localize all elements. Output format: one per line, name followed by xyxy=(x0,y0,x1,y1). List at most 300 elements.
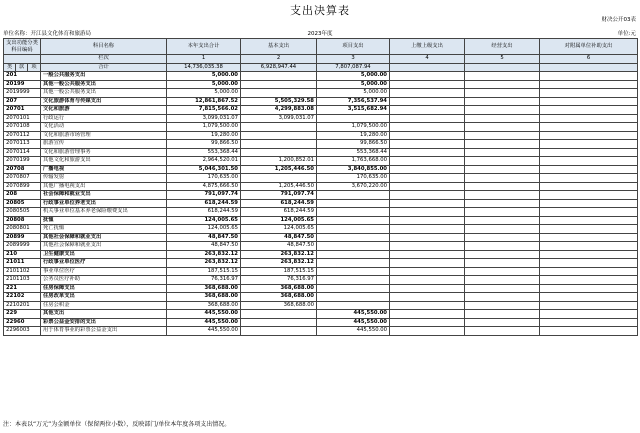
expenditure-table xyxy=(3,38,638,336)
table-row xyxy=(4,259,638,268)
subject-name-cell: 文化和旅游管理事务 xyxy=(41,148,167,157)
project-cell: 5,000.00 xyxy=(317,72,390,81)
business-cell xyxy=(465,284,540,293)
subsidy-cell xyxy=(540,182,638,191)
subject-name-cell: 文化和旅游 xyxy=(41,106,167,115)
upper-cell xyxy=(390,293,465,302)
basic-cell xyxy=(241,318,317,327)
report-title: 支出决算表 xyxy=(290,4,350,17)
sum-subsidy xyxy=(540,63,638,72)
total-cell: 19,280.00 xyxy=(167,131,241,140)
subsidy-cell xyxy=(540,259,638,268)
total-cell: 4,875,666.50 xyxy=(167,182,241,191)
basic-cell: 76,316.97 xyxy=(241,276,317,285)
subject-name-cell: 文化和旅游市场管理 xyxy=(41,131,167,140)
project-cell xyxy=(317,233,390,242)
subsidy-cell xyxy=(540,293,638,302)
upper-cell xyxy=(390,123,465,132)
table-row xyxy=(4,233,638,242)
code-cell: 2296003 xyxy=(4,327,41,336)
business-cell xyxy=(465,267,540,276)
subsidy-cell xyxy=(540,80,638,89)
business-cell xyxy=(465,140,540,149)
project-cell: 19,280.00 xyxy=(317,131,390,140)
table-note: 注：本表以“万元”为金额单位（保留两位小数），反映部门/单位本年度各项支出情况。 xyxy=(3,421,231,428)
business-cell xyxy=(465,131,540,140)
subject-name-cell: 事业单位医疗 xyxy=(41,267,167,276)
total-cell: 618,244.59 xyxy=(167,208,241,217)
subsidy-cell xyxy=(540,276,638,285)
subject-name-cell: 死亡抚恤 xyxy=(41,225,167,234)
subsidy-cell xyxy=(540,97,638,106)
code-cell: 2210201 xyxy=(4,301,41,310)
business-cell xyxy=(465,233,540,242)
project-cell: 1,079,500.00 xyxy=(317,123,390,132)
basic-cell: 4,299,883.08 xyxy=(241,106,317,115)
upper-cell xyxy=(390,199,465,208)
xiang-header: 项 xyxy=(28,63,41,72)
table-row xyxy=(4,174,638,183)
basic-cell xyxy=(241,89,317,98)
upper-cell xyxy=(390,225,465,234)
sum-business xyxy=(465,63,540,72)
project-cell: 5,000.00 xyxy=(317,89,390,98)
table-row xyxy=(4,293,638,302)
unit-name: 单位名称：开江县文化体育和旅游局 xyxy=(3,31,92,37)
subject-name-cell: 其他社会保障和就业支出 xyxy=(41,233,167,242)
code-group-header: 支出功能分类科目编码 xyxy=(4,39,41,55)
project-cell: 553,368.44 xyxy=(317,148,390,157)
upper-header: 上缴上级支出 xyxy=(390,39,465,55)
basic-cell: 368,688.00 xyxy=(241,301,317,310)
basic-cell: 368,688.00 xyxy=(241,293,317,302)
project-cell: 1,763,668.00 xyxy=(317,157,390,166)
upper-cell xyxy=(390,191,465,200)
subsidy-cell xyxy=(540,310,638,319)
code-cell: 201 xyxy=(4,72,41,81)
subsidy-cell xyxy=(540,208,638,217)
table-row xyxy=(4,140,638,149)
subsidy-cell xyxy=(540,191,638,200)
total-cell: 368,688.00 xyxy=(167,293,241,302)
subject-name-cell: 旅游宣传 xyxy=(41,140,167,149)
subsidy-cell xyxy=(540,250,638,259)
upper-cell xyxy=(390,157,465,166)
subsidy-cell xyxy=(540,148,638,157)
subsidy-cell xyxy=(540,301,638,310)
business-cell xyxy=(465,174,540,183)
subject-name-cell: 公务员医疗补助 xyxy=(41,276,167,285)
upper-cell xyxy=(390,165,465,174)
business-cell xyxy=(465,72,540,81)
total-cell: 445,550.00 xyxy=(167,327,241,336)
total-cell: 7,815,566.02 xyxy=(167,106,241,115)
seq-label: 栏次 xyxy=(41,55,167,64)
project-cell: 170,635.00 xyxy=(317,174,390,183)
code-cell: 2070114 xyxy=(4,148,41,157)
total-cell: 368,688.00 xyxy=(167,284,241,293)
subsidy-cell xyxy=(540,225,638,234)
upper-cell xyxy=(390,250,465,259)
code-cell: 221 xyxy=(4,284,41,293)
upper-cell xyxy=(390,80,465,89)
project-cell xyxy=(317,250,390,259)
subject-name-cell: 住房保障支出 xyxy=(41,284,167,293)
subject-name-cell: 其他广播电视支出 xyxy=(41,182,167,191)
subject-name-cell: 文化活动 xyxy=(41,123,167,132)
business-cell xyxy=(465,182,540,191)
basic-cell: 3,099,031.07 xyxy=(241,114,317,123)
table-row xyxy=(4,318,638,327)
table-row xyxy=(4,182,638,191)
code-cell: 2070112 xyxy=(4,131,41,140)
code-cell: 2070807 xyxy=(4,174,41,183)
project-cell: 99,866.50 xyxy=(317,140,390,149)
project-cell: 7,356,537.94 xyxy=(317,97,390,106)
code-cell: 20708 xyxy=(4,165,41,174)
basic-cell: 5,505,329.58 xyxy=(241,97,317,106)
business-cell xyxy=(465,242,540,251)
total-cell: 618,244.59 xyxy=(167,199,241,208)
table-row xyxy=(4,216,638,225)
basic-cell: 263,832.12 xyxy=(241,250,317,259)
subject-name-cell: 一般公共服务支出 xyxy=(41,72,167,81)
lei-header: 类 xyxy=(4,63,16,72)
subsidy-cell xyxy=(540,114,638,123)
table-header-row xyxy=(4,39,638,55)
code-cell: 2080801 xyxy=(4,225,41,234)
basic-cell xyxy=(241,131,317,140)
subsidy-cell xyxy=(540,140,638,149)
money-unit: 单位:元 xyxy=(617,31,636,37)
seq-3: 3 xyxy=(317,55,390,64)
upper-cell xyxy=(390,140,465,149)
upper-cell xyxy=(390,301,465,310)
code-cell: 20199 xyxy=(4,80,41,89)
subject-name-cell: 行政事业单位医疗 xyxy=(41,259,167,268)
table-row xyxy=(4,225,638,234)
business-cell xyxy=(465,276,540,285)
business-cell xyxy=(465,114,540,123)
business-cell xyxy=(465,123,540,132)
project-cell xyxy=(317,216,390,225)
seq-4: 4 xyxy=(390,55,465,64)
form-number: 财决公开03表 xyxy=(601,17,636,23)
total-cell: 445,550.00 xyxy=(167,310,241,319)
subsidy-cell xyxy=(540,267,638,276)
total-cell: 5,046,301.50 xyxy=(167,165,241,174)
business-cell xyxy=(465,157,540,166)
table-row xyxy=(4,148,638,157)
business-cell xyxy=(465,293,540,302)
total-cell: 5,000.00 xyxy=(167,72,241,81)
project-cell xyxy=(317,208,390,217)
code-cell: 208 xyxy=(4,191,41,200)
total-cell: 48,847.50 xyxy=(167,233,241,242)
seq-2: 2 xyxy=(241,55,317,64)
subsidy-cell xyxy=(540,216,638,225)
basic-cell xyxy=(241,310,317,319)
business-cell xyxy=(465,318,540,327)
table-row xyxy=(4,89,638,98)
upper-cell xyxy=(390,106,465,115)
sum-total: 14,736,035.38 xyxy=(167,63,241,72)
subject-name-cell: 其他社会保障和就业支出 xyxy=(41,242,167,251)
basic-cell xyxy=(241,148,317,157)
upper-cell xyxy=(390,148,465,157)
business-cell xyxy=(465,259,540,268)
project-cell xyxy=(317,114,390,123)
code-cell: 2080505 xyxy=(4,208,41,217)
sum-upper xyxy=(390,63,465,72)
table-row xyxy=(4,114,638,123)
project-cell: 3,840,855.00 xyxy=(317,165,390,174)
basic-cell xyxy=(241,174,317,183)
business-cell xyxy=(465,208,540,217)
table-row xyxy=(4,301,638,310)
total-cell: 99,866.50 xyxy=(167,140,241,149)
subsidy-cell xyxy=(540,327,638,336)
seq-5: 5 xyxy=(465,55,540,64)
business-cell xyxy=(465,165,540,174)
project-cell: 445,550.00 xyxy=(317,327,390,336)
upper-cell xyxy=(390,318,465,327)
subject-name-cell: 住房公积金 xyxy=(41,301,167,310)
basic-cell: 124,005.65 xyxy=(241,216,317,225)
project-cell: 445,550.00 xyxy=(317,318,390,327)
upper-cell xyxy=(390,242,465,251)
sum-project: 7,807,087.94 xyxy=(317,63,390,72)
total-cell: 5,000.00 xyxy=(167,80,241,89)
subsidy-cell xyxy=(540,123,638,132)
upper-cell xyxy=(390,208,465,217)
basic-cell: 124,005.65 xyxy=(241,225,317,234)
total-cell: 76,316.97 xyxy=(167,276,241,285)
total-cell: 553,368.44 xyxy=(167,148,241,157)
code-cell: 20808 xyxy=(4,216,41,225)
code-cell: 2019999 xyxy=(4,89,41,98)
sum-label: 合计 xyxy=(41,63,167,72)
subject-name-cell: 行政运行 xyxy=(41,114,167,123)
basic-cell xyxy=(241,123,317,132)
upper-cell xyxy=(390,97,465,106)
table-row xyxy=(4,131,638,140)
business-cell xyxy=(465,148,540,157)
total-cell: 368,688.00 xyxy=(167,301,241,310)
business-cell xyxy=(465,80,540,89)
table-row xyxy=(4,242,638,251)
subsidy-cell xyxy=(540,174,638,183)
total-cell: 48,847.50 xyxy=(167,242,241,251)
upper-cell xyxy=(390,131,465,140)
business-cell xyxy=(465,301,540,310)
code-cell: 2070199 xyxy=(4,157,41,166)
basic-cell: 48,847.50 xyxy=(241,233,317,242)
subsidy-cell xyxy=(540,165,638,174)
table-row xyxy=(4,80,638,89)
total-cell: 263,832.12 xyxy=(167,250,241,259)
subject-name-header: 科目名称 xyxy=(41,39,167,55)
basic-cell: 618,244.59 xyxy=(241,208,317,217)
seq-code-cell xyxy=(4,55,41,64)
business-header: 经营支出 xyxy=(465,39,540,55)
code-cell: 2070101 xyxy=(4,114,41,123)
upper-cell xyxy=(390,327,465,336)
project-cell xyxy=(317,242,390,251)
basic-cell xyxy=(241,80,317,89)
upper-cell xyxy=(390,310,465,319)
table-row xyxy=(4,123,638,132)
business-cell xyxy=(465,191,540,200)
subject-name-cell: 社会保障和就业支出 xyxy=(41,191,167,200)
business-cell xyxy=(465,97,540,106)
basic-cell: 1,205,446.50 xyxy=(241,182,317,191)
subject-name-cell: 其他支出 xyxy=(41,310,167,319)
summary-row xyxy=(4,63,638,72)
sum-basic: 6,928,947.44 xyxy=(241,63,317,72)
project-cell xyxy=(317,284,390,293)
upper-cell xyxy=(390,182,465,191)
basic-cell: 48,847.50 xyxy=(241,242,317,251)
code-cell: 22102 xyxy=(4,293,41,302)
table-row xyxy=(4,250,638,259)
total-cell: 124,005.65 xyxy=(167,225,241,234)
subject-name-cell: 其他文化和旅游支出 xyxy=(41,157,167,166)
table-row xyxy=(4,327,638,336)
total-cell: 2,964,520.01 xyxy=(167,157,241,166)
code-cell: 210 xyxy=(4,250,41,259)
upper-cell xyxy=(390,114,465,123)
code-cell: 2101103 xyxy=(4,276,41,285)
business-cell xyxy=(465,199,540,208)
upper-cell xyxy=(390,284,465,293)
code-cell: 229 xyxy=(4,310,41,319)
basic-cell: 368,688.00 xyxy=(241,284,317,293)
subsidy-cell xyxy=(540,318,638,327)
code-cell: 22960 xyxy=(4,318,41,327)
basic-header: 基本支出 xyxy=(241,39,317,55)
subsidy-cell xyxy=(540,242,638,251)
subsidy-cell xyxy=(540,89,638,98)
seq-row xyxy=(4,55,638,64)
project-cell xyxy=(317,301,390,310)
code-cell: 2101102 xyxy=(4,267,41,276)
basic-cell: 618,244.59 xyxy=(241,199,317,208)
subject-name-cell: 文化旅游体育与传媒支出 xyxy=(41,97,167,106)
subject-name-cell: 广播电视 xyxy=(41,165,167,174)
basic-cell: 1,205,446.50 xyxy=(241,165,317,174)
subsidy-cell xyxy=(540,131,638,140)
upper-cell xyxy=(390,267,465,276)
subsidy-cell xyxy=(540,233,638,242)
project-header: 项目支出 xyxy=(317,39,390,55)
project-cell: 3,670,220.00 xyxy=(317,182,390,191)
subject-name-cell: 彩票公益金安排的支出 xyxy=(41,318,167,327)
table-row xyxy=(4,106,638,115)
project-cell xyxy=(317,276,390,285)
code-cell: 2070108 xyxy=(4,123,41,132)
project-cell xyxy=(317,267,390,276)
subject-name-cell: 其他一般公共服务支出 xyxy=(41,80,167,89)
project-cell: 5,000.00 xyxy=(317,80,390,89)
code-cell: 20805 xyxy=(4,199,41,208)
project-cell xyxy=(317,225,390,234)
project-cell xyxy=(317,191,390,200)
business-cell xyxy=(465,89,540,98)
subsidy-cell xyxy=(540,284,638,293)
basic-cell xyxy=(241,140,317,149)
total-header: 本年支出合计 xyxy=(167,39,241,55)
total-cell: 12,861,867.52 xyxy=(167,97,241,106)
total-cell: 263,832.12 xyxy=(167,259,241,268)
business-cell xyxy=(465,225,540,234)
upper-cell xyxy=(390,276,465,285)
upper-cell xyxy=(390,233,465,242)
code-cell: 207 xyxy=(4,97,41,106)
subject-name-cell: 抚恤 xyxy=(41,216,167,225)
kuan-header: 款 xyxy=(16,63,28,72)
total-cell: 187,515.15 xyxy=(167,267,241,276)
basic-cell xyxy=(241,327,317,336)
subject-name-cell: 住房改革支出 xyxy=(41,293,167,302)
basic-cell: 1,200,852.01 xyxy=(241,157,317,166)
subject-name-cell: 用于体育事业的彩票公益金支出 xyxy=(41,327,167,336)
code-cell: 20701 xyxy=(4,106,41,115)
basic-cell: 263,832.12 xyxy=(241,259,317,268)
table-row xyxy=(4,165,638,174)
total-cell: 445,550.00 xyxy=(167,318,241,327)
subsidy-cell xyxy=(540,199,638,208)
upper-cell xyxy=(390,259,465,268)
total-cell: 170,635.00 xyxy=(167,174,241,183)
report-year: 2023年度 xyxy=(307,31,333,37)
seq-6: 6 xyxy=(540,55,638,64)
business-cell xyxy=(465,327,540,336)
total-cell: 791,097.74 xyxy=(167,191,241,200)
subsidy-cell xyxy=(540,157,638,166)
business-cell xyxy=(465,106,540,115)
table-row xyxy=(4,72,638,81)
table-row xyxy=(4,199,638,208)
upper-cell xyxy=(390,174,465,183)
project-cell xyxy=(317,293,390,302)
table-row xyxy=(4,276,638,285)
basic-cell: 187,515.15 xyxy=(241,267,317,276)
project-cell: 3,515,682.94 xyxy=(317,106,390,115)
business-cell xyxy=(465,310,540,319)
business-cell xyxy=(465,250,540,259)
basic-cell: 791,097.74 xyxy=(241,191,317,200)
subject-name-cell: 行政事业单位养老支出 xyxy=(41,199,167,208)
seq-1: 1 xyxy=(167,55,241,64)
project-cell: 445,550.00 xyxy=(317,310,390,319)
table-row xyxy=(4,284,638,293)
table-row xyxy=(4,191,638,200)
table-row xyxy=(4,208,638,217)
table-row xyxy=(4,157,638,166)
code-cell: 2070899 xyxy=(4,182,41,191)
table-row xyxy=(4,97,638,106)
upper-cell xyxy=(390,89,465,98)
code-cell: 20899 xyxy=(4,233,41,242)
table-row xyxy=(4,310,638,319)
total-cell: 1,079,500.00 xyxy=(167,123,241,132)
subject-name-cell: 传输发射 xyxy=(41,174,167,183)
upper-cell xyxy=(390,216,465,225)
code-cell: 2089999 xyxy=(4,242,41,251)
subject-name-cell: 其他一般公共服务支出 xyxy=(41,89,167,98)
subsidy-header: 对附属单位补助支出 xyxy=(540,39,638,55)
